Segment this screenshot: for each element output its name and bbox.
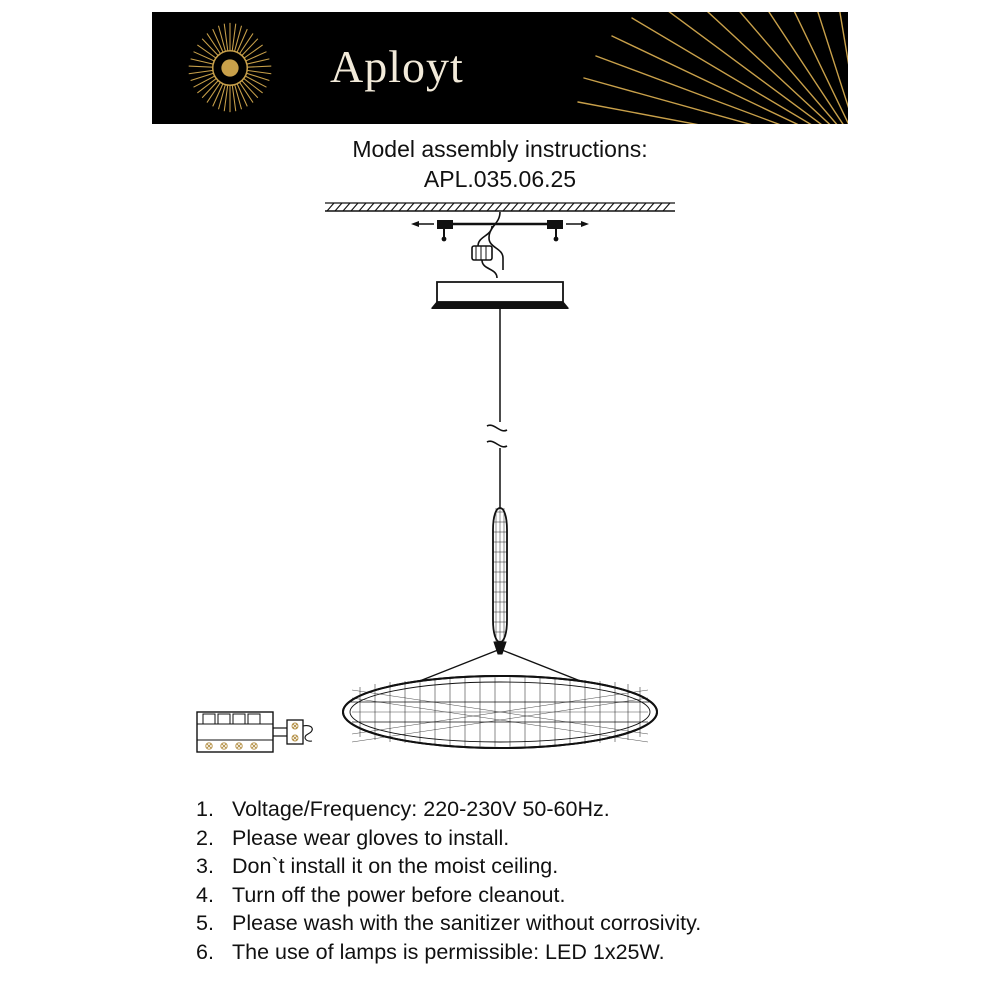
mounting-bracket-icon [411,220,589,241]
cable-break-symbol [487,425,507,447]
list-item [196,909,916,938]
list-item-text: Please wear gloves to install. [232,825,510,850]
list-item-number: 2. [196,825,214,850]
list-item [196,795,916,824]
list-item-number: 3. [196,854,214,879]
list-item [196,881,916,910]
list-item-number: 5. [196,911,214,936]
list-item-text: Don`t install it on the moist ceiling. [232,854,559,879]
list-item-text: Please wash with the sanitizer without corrosivity. [232,911,702,936]
ceiling-canopy-icon [432,282,568,308]
sunburst-logo-icon [182,20,278,116]
list-item-text: The use of lamps is permissible: LED 1x25W. [232,939,665,964]
lamp-rod-body-icon [493,508,507,654]
list-item-text: Turn off the power before cleanout. [232,882,566,907]
oval-patterned-shade-icon [343,676,657,748]
ceiling-wire-icon [472,212,503,278]
model-code: APL.035.06.25 [423,166,577,192]
list-item [196,938,916,967]
list-item-text: Voltage/Frequency: 220-230V 50-60Hz. [232,797,610,821]
list-item-number: 1. [196,797,214,821]
brand-name: Aployt [330,41,464,92]
assembly-diagram [0,190,1000,770]
list-item-number: 4. [196,882,214,907]
list-item [196,824,916,853]
list-item-number: 6. [196,939,214,964]
safety-notes-list [196,795,916,967]
list-item [196,852,916,881]
brand-banner [152,12,848,124]
terminal-block-wiring-icon [197,712,312,752]
fan-rays-decoration-icon [568,12,848,124]
hatched-ceiling-line [325,203,675,211]
page-title: Model assembly instructions: [352,136,648,162]
